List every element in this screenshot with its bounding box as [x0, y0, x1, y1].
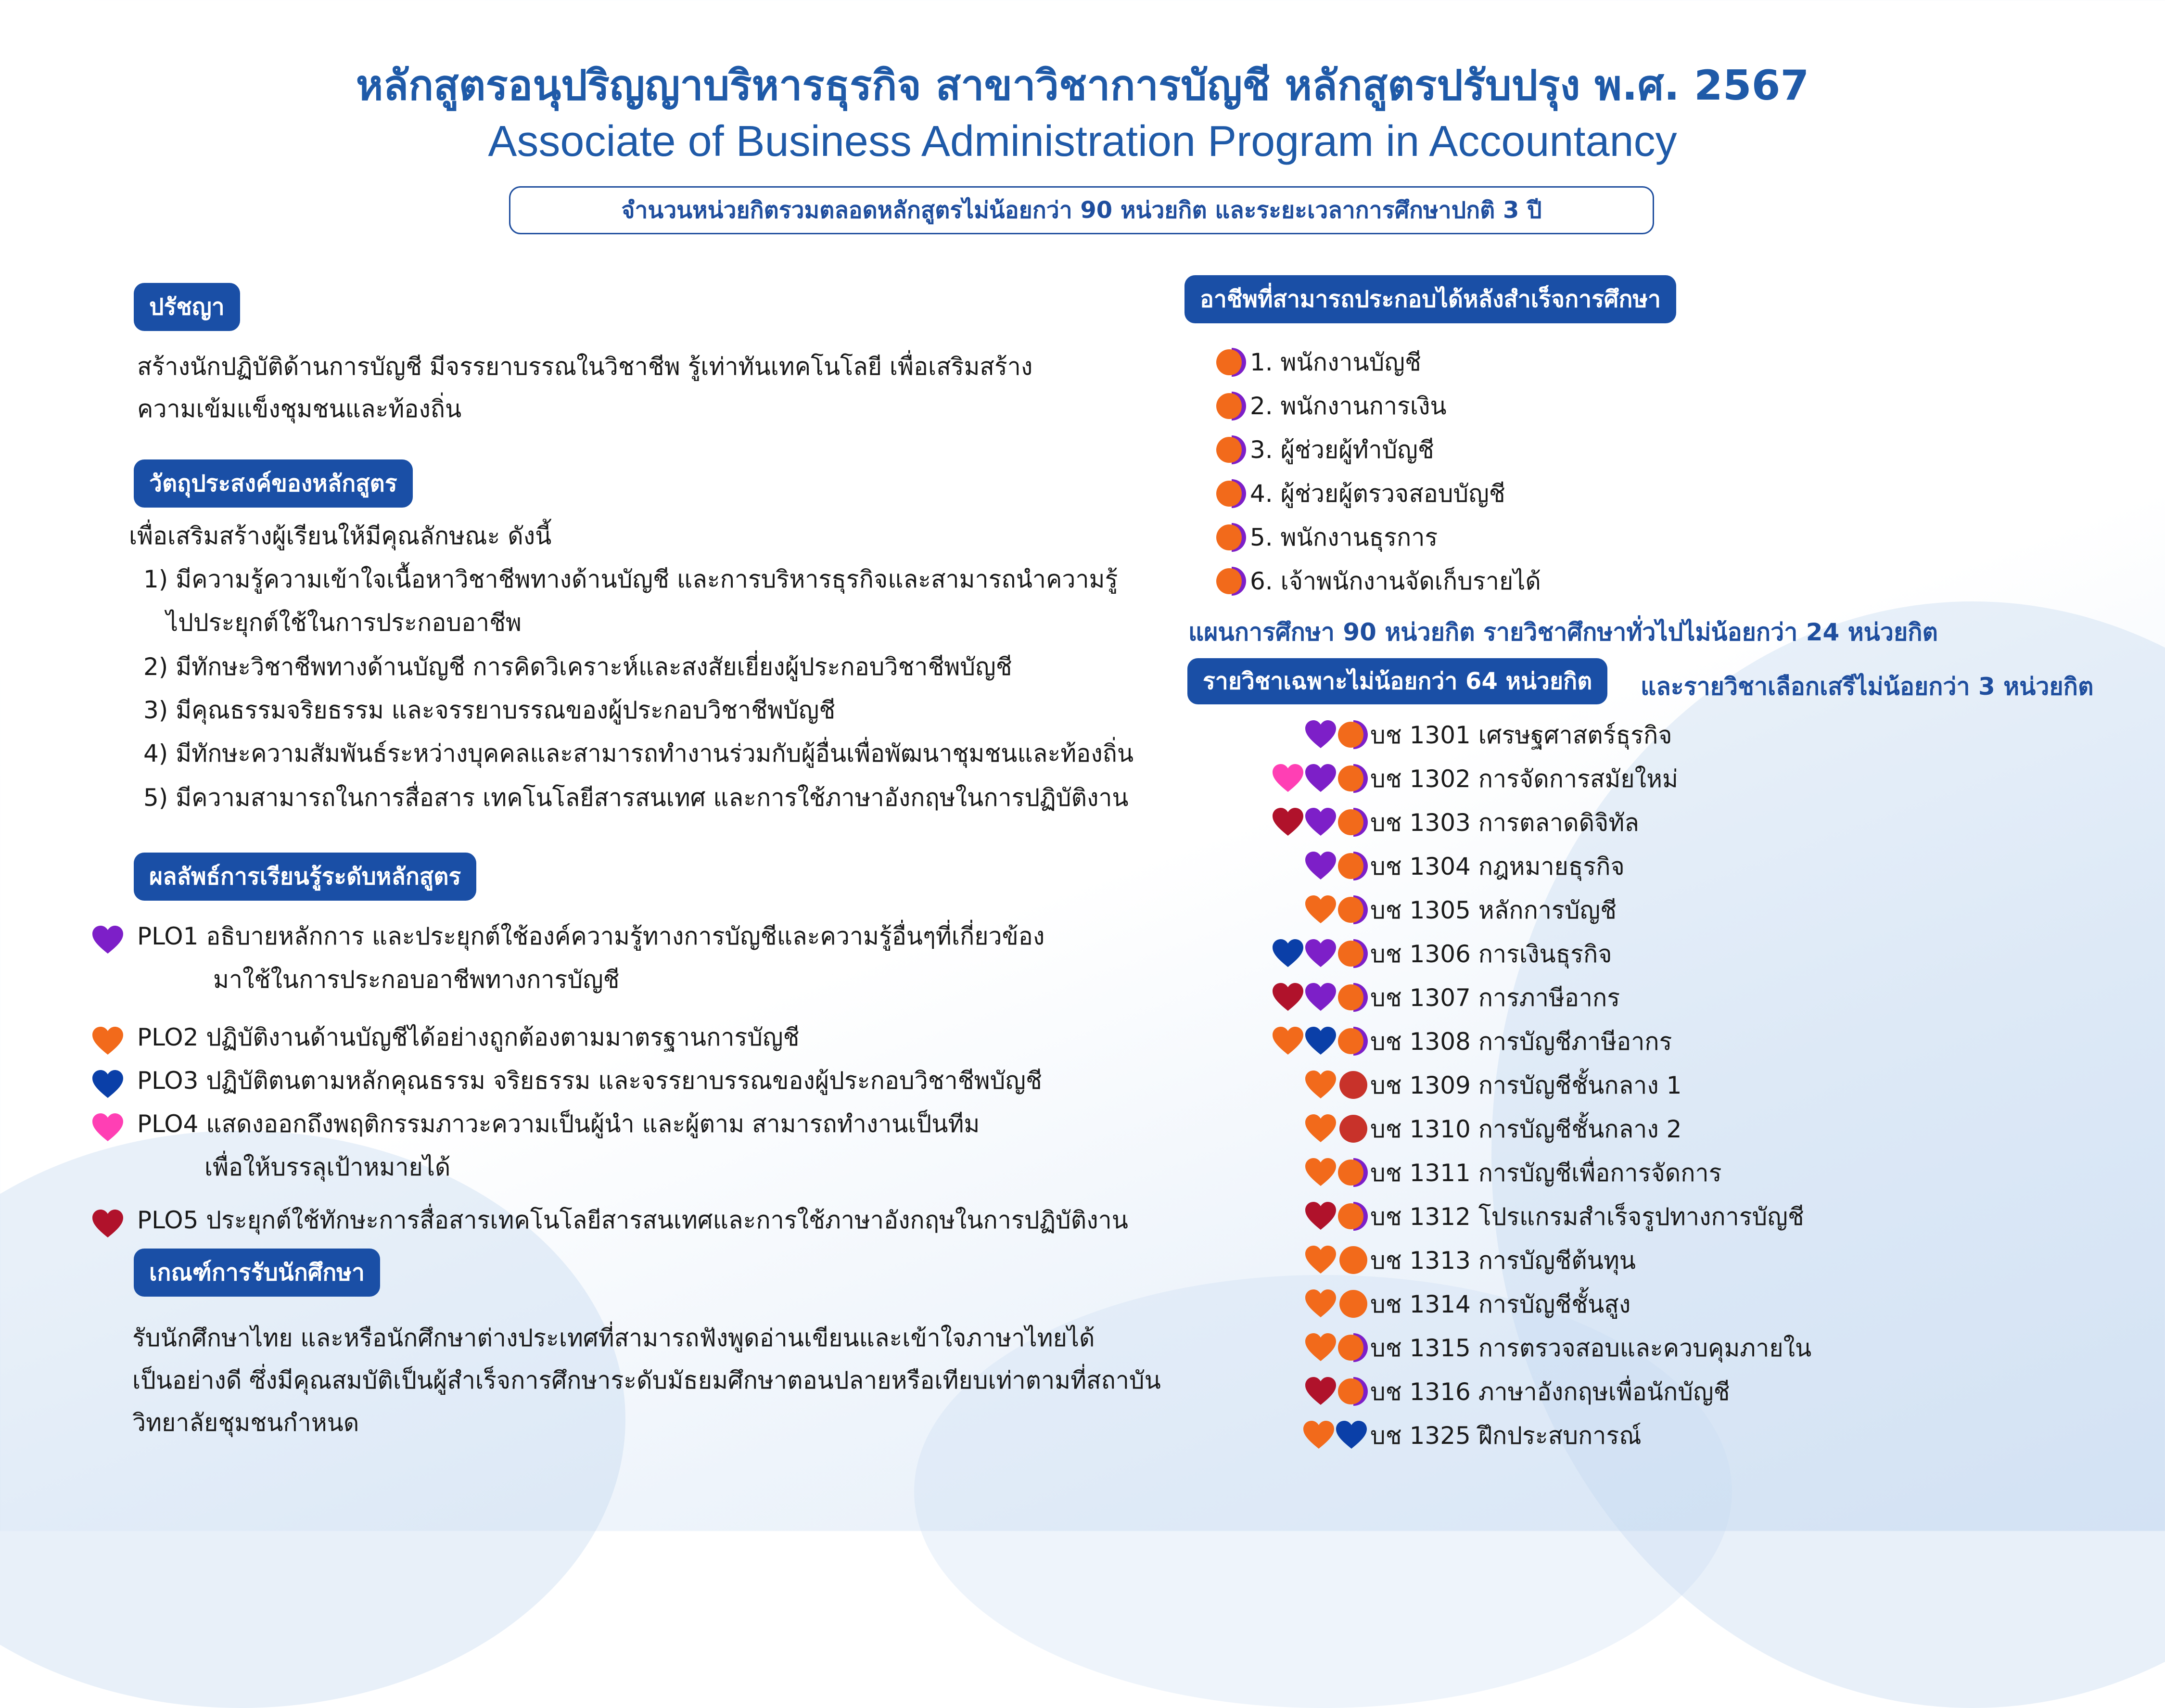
- career-item: [1216, 477, 1505, 510]
- course-heart-icon: [1305, 807, 1338, 838]
- course-label: บช 1304 กฎหมายธุรกิจ: [1370, 853, 1625, 880]
- objectives-heading: วัตถุประสงค์ของหลักสูตร: [134, 459, 413, 508]
- career-item: [1216, 389, 1447, 423]
- course-plo-icons: [1222, 1199, 1369, 1233]
- course-label: บช 1302 การจัดการสมัยใหม่: [1370, 765, 1678, 793]
- orange-purple-circle-icon: [1216, 522, 1247, 553]
- red-circle-icon: [1338, 1113, 1369, 1144]
- philosophy-line: สร้างนักปฏิบัติด้านการบัญชี มีจรรยาบรรณในวิชาชีพ รู้เท่าทันเทคโนโลยี เพื่อเสริมสร้าง: [137, 353, 1033, 381]
- course-heart-icon: [1305, 1070, 1338, 1100]
- course-label: บช 1307 การภาษีอากร: [1370, 984, 1620, 1012]
- course-plo-icons: [1222, 1243, 1369, 1277]
- orange-purple-circle-icon: [1338, 763, 1369, 794]
- course-heart-icon: [1305, 1026, 1338, 1057]
- orange-purple-circle-icon: [1216, 566, 1247, 597]
- course-label: บช 1314 การบัญชีชั้นสูง: [1370, 1290, 1631, 1318]
- career-label: 5. พนักงานธุรการ: [1250, 523, 1438, 551]
- orange-purple-circle-icon: [1338, 938, 1369, 969]
- course-plo-icons: [1222, 1024, 1369, 1058]
- plo-line: มาใช้ในการประกอบอาชีพทางการบัญชี: [213, 966, 620, 994]
- orange-purple-circle-icon: [1338, 1201, 1369, 1232]
- plo-line: เพื่อให้บรรลุเป้าหมายได้: [204, 1153, 451, 1181]
- admission-line: วิทยาลัยชุมชนกำหนด: [132, 1409, 359, 1437]
- objective-line: 1) มีความรู้ความเข้าใจเนื้อหาวิชาชีพทางด้านบัญชี และการบริหารธุรกิจและสามารถนำความรู้: [143, 565, 1118, 593]
- red-circle-icon: [1338, 1070, 1369, 1100]
- course-plo-icons: [1222, 1375, 1369, 1408]
- plo-heading: ผลลัพธ์การเรียนรู้ระดับหลักสูตร: [134, 853, 476, 901]
- course-plo-icons: [1222, 981, 1369, 1014]
- career-label: 2. พนักงานการเงิน: [1250, 392, 1447, 420]
- plo-line: PLO1 อธิบายหลักการ และประยุกต์ใช้องค์ความรู้ทางการบัญชีและความรู้อื่นๆที่เกี่ยวข้อง: [137, 922, 1045, 950]
- course-heart-icon: [1305, 1201, 1338, 1232]
- orange-purple-circle-icon: [1338, 1332, 1369, 1363]
- career-item: [1216, 564, 1541, 598]
- course-plo-icons: [1222, 893, 1369, 927]
- objective-line: 2) มีทักษะวิชาชีพทางด้านบัญชี การคิดวิเคราะห์และสงสัยเยี่ยงผู้ประกอบวิชาชีพบัญชี: [143, 653, 1012, 681]
- course-label: บช 1312 โปรแกรมสำเร็จรูปทางการบัญชี: [1370, 1203, 1804, 1231]
- orange-purple-circle-icon: [1338, 1157, 1369, 1188]
- plo-line: PLO5 ประยุกต์ใช้ทักษะการสื่อสารเทคโนโลยีสารสนเทศและการใช้ภาษาอังกฤษในการปฏิบัติงาน: [137, 1206, 1128, 1234]
- credits-summary: จำนวนหน่วยกิตรวมตลอดหลักสูตรไม่น้อยกว่า 90 หน่วยกิต และระยะเวลาการศึกษาปกติ 3 ปี: [509, 186, 1654, 234]
- careers-heading: อาชีพที่สามารถประกอบได้หลังสำเร็จการศึกษา: [1184, 275, 1676, 323]
- course-heart-icon: [1305, 1288, 1338, 1319]
- career-label: 3. ผู้ช่วยผู้ทำบัญชี: [1250, 435, 1434, 464]
- career-item: [1216, 345, 1421, 379]
- orange-purple-circle-icon: [1338, 807, 1369, 838]
- course-heart-icon: [1305, 938, 1338, 969]
- objective-line: 5) มีความสามารถในการสื่อสาร เทคโนโลยีสารสนเทศ และการใช้ภาษาอังกฤษในการปฏิบัติงาน: [143, 784, 1129, 812]
- plo-line: PLO2 ปฏิบัติงานด้านบัญชีได้อย่างถูกต้องตามมาตรฐานการบัญชี: [137, 1023, 800, 1051]
- course-label: บช 1308 การบัญชีภาษีอากร: [1370, 1028, 1672, 1056]
- orange-purple-circle-icon: [1338, 719, 1369, 750]
- course-plo-icons: [1222, 718, 1369, 752]
- orange-purple-circle-icon: [1338, 1026, 1369, 1057]
- course-label: บช 1303 การตลาดดิจิทัล: [1370, 809, 1639, 837]
- course-heart-icon: [1305, 894, 1338, 925]
- course-label: บช 1310 การบัญชีชั้นกลาง 2: [1370, 1115, 1682, 1143]
- course-label: บช 1313 การบัญชีต้นทุน: [1370, 1247, 1636, 1275]
- admission-line: รับนักศึกษาไทย และหรือนักศึกษาต่างประเทศที่สามารถฟังพูดอ่านเขียนและเข้าใจภาษาไทยได้: [132, 1324, 1095, 1352]
- plo-line: PLO4 แสดงออกถึงพฤติกรรมภาวะความเป็นผู้นำ และผู้ตาม สามารถทำงานเป็นทีม: [137, 1110, 980, 1138]
- course-label: บช 1306 การเงินธุรกิจ: [1370, 940, 1612, 968]
- course-heart-icon: [1305, 1245, 1338, 1275]
- plo-heart-icon: [92, 1209, 125, 1239]
- orange-purple-circle-icon: [1338, 1376, 1369, 1407]
- philosophy-line: ความเข้มแข็งชุมชนและท้องถิ่น: [137, 395, 462, 423]
- orange-purple-circle-icon: [1338, 894, 1369, 925]
- orange-purple-circle-icon: [1338, 982, 1369, 1013]
- course-heart-icon: [1305, 763, 1338, 794]
- study-plan-summary: แผนการศึกษา 90 หน่วยกิต รายวิชาศึกษาทั่วไปไม่น้อยกว่า 24 หน่วยกิต: [1188, 618, 1938, 646]
- course-label: บช 1305 หลักการบัญชี: [1370, 896, 1617, 924]
- career-label: 1. พนักงานบัญชี: [1250, 348, 1421, 376]
- orange-purple-circle-icon: [1338, 851, 1369, 881]
- title-english: Associate of Business Administration Program in Accountancy: [488, 117, 1677, 166]
- career-label: 4. ผู้ช่วยผู้ตรวจสอบบัญชี: [1250, 479, 1505, 508]
- course-heart-icon: [1305, 982, 1338, 1013]
- course-plo-icons: [1222, 1418, 1369, 1452]
- course-plo-icons: [1222, 1287, 1369, 1321]
- course-plo-icons: [1222, 1112, 1369, 1146]
- course-heart-icon: [1273, 807, 1305, 838]
- admission-heading: เกณฑ์การรับนักศึกษา: [134, 1249, 380, 1297]
- career-item: [1216, 433, 1434, 467]
- course-heart-icon: [1273, 1026, 1305, 1057]
- course-heart-icon: [1336, 1420, 1369, 1451]
- course-heart-icon: [1305, 851, 1338, 881]
- orange-purple-circle-icon: [1216, 347, 1247, 378]
- objective-line: 3) มีคุณธรรมจริยธรรม และจรรยาบรรณของผู้ประกอบวิชาชีพบัญชี: [143, 696, 836, 724]
- career-label: 6. เจ้าพนักงานจัดเก็บรายได้: [1250, 567, 1541, 595]
- plo-heart-icon: [92, 1026, 125, 1057]
- plo-line: PLO3 ปฏิบัติตนตามหลักคุณธรรม จริยธรรม และจรรยาบรรณของผู้ประกอบวิชาชีพบัญชี: [137, 1067, 1042, 1095]
- course-label: บช 1316 ภาษาอังกฤษเพื่อนักบัญชี: [1370, 1378, 1730, 1406]
- course-plo-icons: [1222, 762, 1369, 795]
- course-heart-icon: [1305, 1332, 1338, 1363]
- course-heart-icon: [1305, 719, 1338, 750]
- course-plo-icons: [1222, 1156, 1369, 1189]
- objectives-intro: เพื่อเสริมสร้างผู้เรียนให้มีคุณลักษณะ ดังนี้: [129, 522, 552, 550]
- course-heart-icon: [1303, 1420, 1336, 1451]
- major-courses-heading: รายวิชาเฉพาะไม่น้อยกว่า 64 หน่วยกิต: [1187, 658, 1607, 704]
- course-label: บช 1325 ฝึกประสบการณ์: [1370, 1422, 1642, 1450]
- objective-line: 4) มีทักษะความสัมพันธ์ระหว่างบุคคลและสามารถทำงานร่วมกับผู้อื่นเพื่อพัฒนาชุมชนและท้องถิ่น: [143, 739, 1134, 767]
- admission-line: เป็นอย่างดี ซึ่งมีคุณสมบัติเป็นผู้สำเร็จการศึกษาระดับมัธยมศึกษาตอนปลายหรือเทียบเท่าตามที่สถาบัน: [132, 1366, 1161, 1394]
- objective-line: ไปประยุกต์ใช้ในการประกอบอาชีพ: [166, 609, 522, 637]
- plo-heart-icon: [92, 1112, 125, 1143]
- course-plo-icons: [1222, 1331, 1369, 1364]
- course-plo-icons: [1222, 937, 1369, 970]
- orange-circle-icon: [1338, 1288, 1369, 1319]
- course-plo-icons: [1222, 1068, 1369, 1102]
- course-plo-icons: [1222, 849, 1369, 883]
- orange-purple-circle-icon: [1216, 391, 1247, 421]
- title-thai: หลักสูตรอนุปริญญาบริหารธุรกิจ สาขาวิชาการบัญชี หลักสูตรปรับปรุง พ.ศ. 2567: [356, 62, 1809, 110]
- course-label: บช 1311 การบัญชีเพื่อการจัดการ: [1370, 1159, 1722, 1187]
- orange-purple-circle-icon: [1216, 478, 1247, 509]
- course-plo-icons: [1222, 805, 1369, 839]
- course-heart-icon: [1305, 1113, 1338, 1144]
- orange-circle-icon: [1338, 1245, 1369, 1275]
- course-heart-icon: [1273, 982, 1305, 1013]
- philosophy-heading: ปรัชญา: [134, 283, 240, 331]
- course-label: บช 1309 การบัญชีชั้นกลาง 1: [1370, 1071, 1682, 1099]
- course-label: บช 1301 เศรษฐศาสตร์ธุรกิจ: [1370, 721, 1672, 749]
- career-item: [1216, 521, 1438, 554]
- course-label: บช 1315 การตรวจสอบและควบคุมภายใน: [1370, 1334, 1812, 1362]
- plo-heart-icon: [92, 1069, 125, 1100]
- course-heart-icon: [1273, 763, 1305, 794]
- course-heart-icon: [1305, 1376, 1338, 1407]
- orange-purple-circle-icon: [1216, 434, 1247, 465]
- elective-courses-note: และรายวิชาเลือกเสรีไม่น้อยกว่า 3 หน่วยกิต: [1641, 673, 2094, 701]
- plo-heart-icon: [92, 925, 125, 956]
- course-heart-icon: [1273, 938, 1305, 969]
- course-heart-icon: [1305, 1157, 1338, 1188]
